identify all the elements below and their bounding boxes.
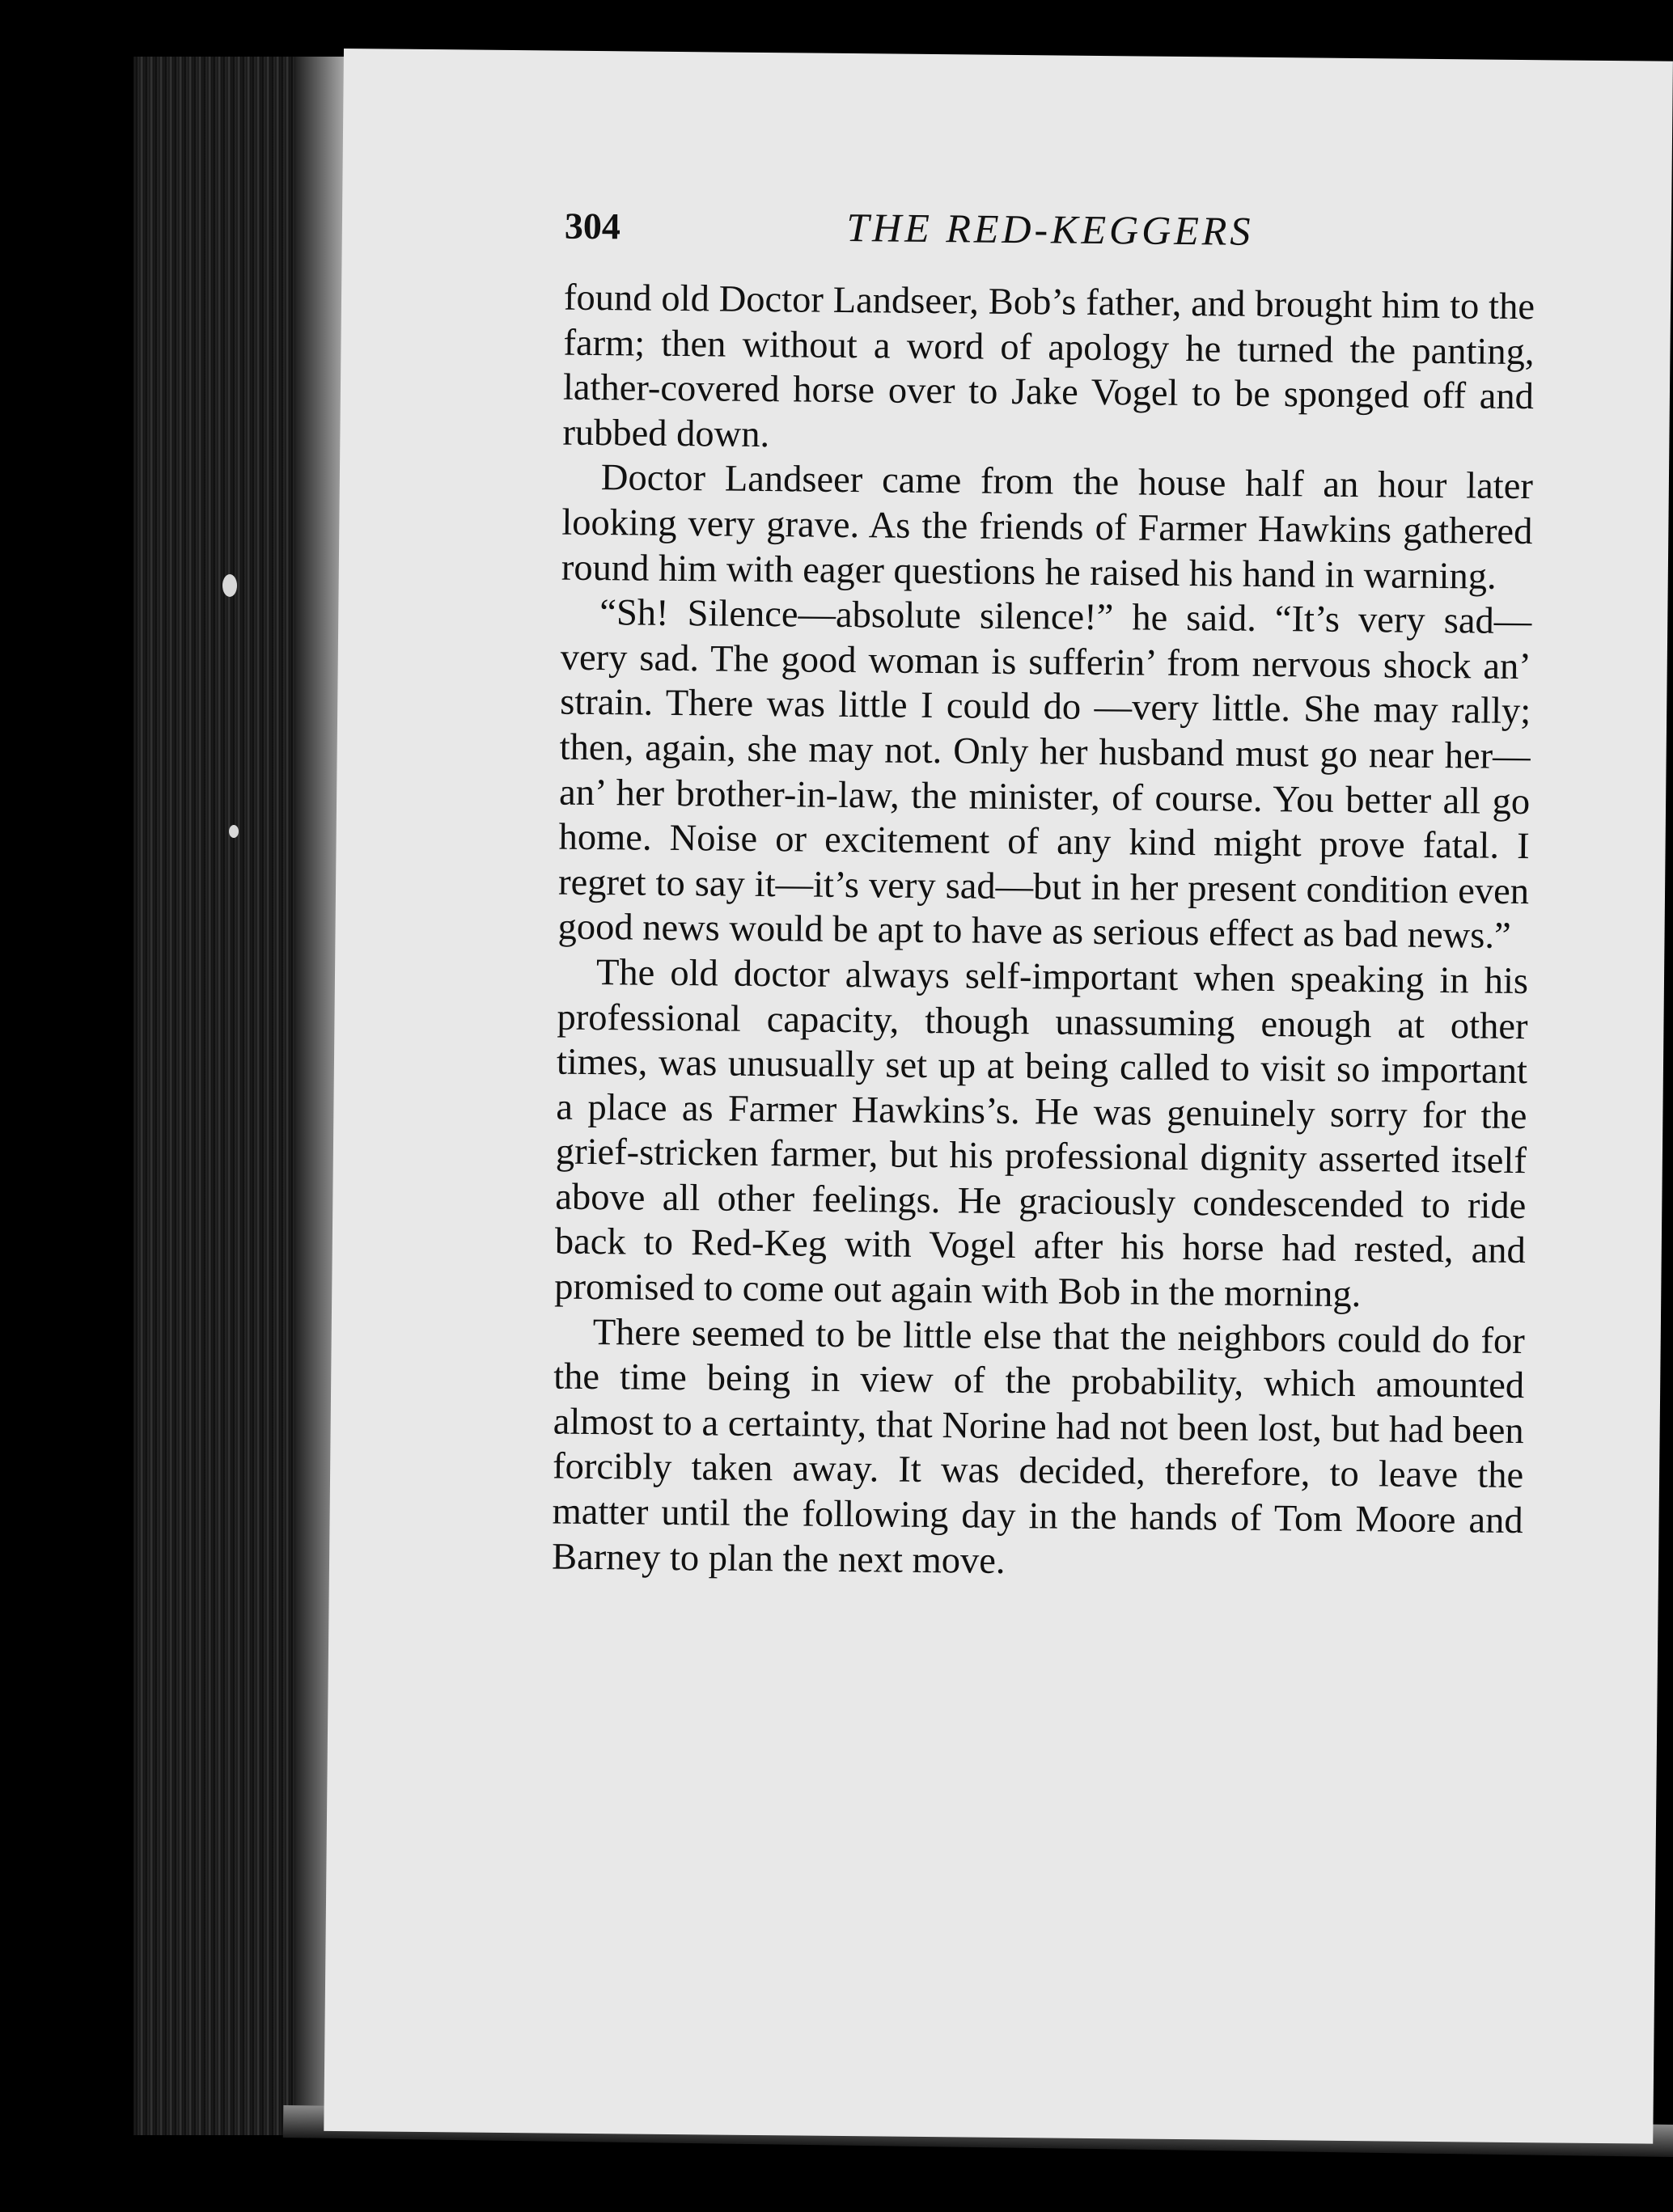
edge-spot: [222, 574, 237, 597]
edge-spot: [229, 825, 239, 838]
paragraph: The old doctor always self-important when speaking in his professional capacity, though unassuming enough at other times, was unusually set up at being called to visit so important a place as Farmer Hawkins’s. He was genuinely sorry for the grief-stricken farmer, but his professional dignity asserted itself above all other feelings. He graciously condescended to ride back to Red-Keg with Vogel after his horse had rested, and promised to come out again with Bob in the morning.: [554, 951, 1529, 1316]
paragraph: found old Doctor Landseer, Bob’s father, and brought him to the farm; then without a word of apology he turned the panting, lather-covered horse over to Jake Vogel to be sponged off and rubbed down.: [562, 277, 1535, 455]
text-block: [552, 197, 1535, 1589]
running-head: THE RED-KEGGERS: [846, 204, 1254, 254]
paragraph: Doctor Landseer came from the house half an hour later looking very grave. As the friends of Farmer Hawkins gathered round him with eager questions he raised his hand in warning.: [561, 457, 1534, 598]
page-edges: [133, 57, 352, 2135]
paragraph: There seemed to be little else that the neighbors could do for the time being in view of the probability, which amounted almost to a certainty, that Norine had not been lost, but had been forcibly taken away. It was decided, therefore, to leave the matter until the following day in the hands of Tom Moore and Barney to plan the next move.: [551, 1311, 1525, 1582]
book-page: [324, 49, 1673, 2144]
page-header: [564, 197, 1535, 271]
page-number: 304: [564, 205, 621, 247]
paragraph: “Sh! Silence—absolute silence!” he said. “It’s very sad—very sad. The good woman is sufferin’ from nervous shock an’ strain. There was little I could do —very little. She may rally; then, again, she may not. Only her husband must go near her—an’ her brother-in-law, the minister, of course. You better all go home. Noise or excitement of any kind might prove fatal. I regret to say it—it’s very sad—but in her present condition even good news would be apt to have as serious effect as bad news.”: [557, 592, 1532, 958]
